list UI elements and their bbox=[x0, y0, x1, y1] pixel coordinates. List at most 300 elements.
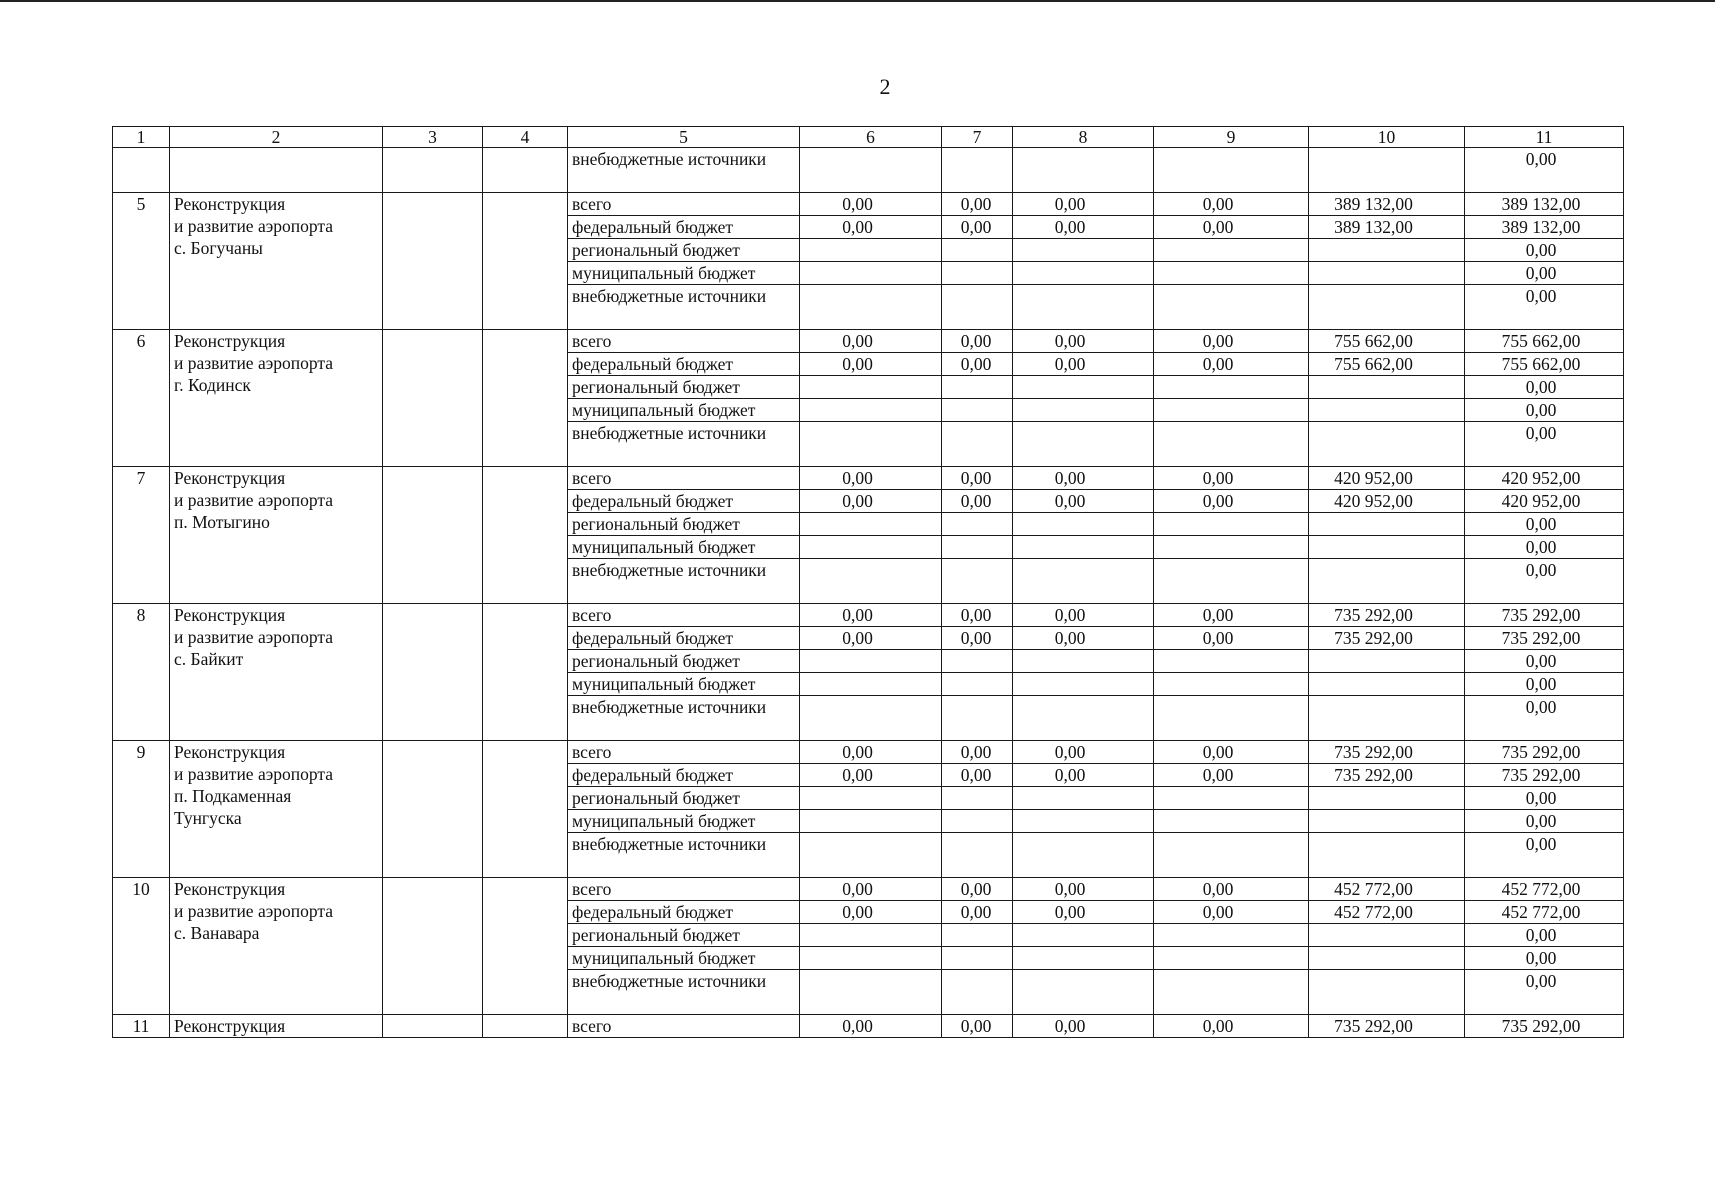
project-name bbox=[170, 467, 383, 604]
value-c9 bbox=[1154, 924, 1309, 947]
funding-source: региональный бюджет bbox=[568, 513, 800, 536]
value-c9: 0,00 bbox=[1154, 330, 1309, 353]
funding-source: всего bbox=[568, 193, 800, 216]
project-name-line: Реконструкция bbox=[174, 194, 286, 214]
value-c9: 0,00 bbox=[1154, 604, 1309, 627]
value-c6: 0,00 bbox=[800, 741, 942, 764]
value-c11: 0,00 bbox=[1465, 947, 1624, 970]
cell-col3 bbox=[383, 330, 483, 467]
value-c10 bbox=[1309, 559, 1465, 604]
value-c10 bbox=[1309, 947, 1465, 970]
value-c11: 0,00 bbox=[1465, 285, 1624, 330]
cell-col3 bbox=[383, 1015, 483, 1038]
funding-source: муниципальный бюджет bbox=[568, 399, 800, 422]
cell-col4 bbox=[483, 330, 568, 467]
value-c7 bbox=[942, 810, 1013, 833]
project-number: 10 bbox=[113, 878, 170, 1015]
value-c6 bbox=[800, 285, 942, 330]
project-name-line: и развитие аэропорта bbox=[174, 901, 333, 921]
value-c6 bbox=[800, 513, 942, 536]
funding-source: внебюджетные источники bbox=[568, 422, 800, 467]
value-c11: 0,00 bbox=[1465, 810, 1624, 833]
project-name-line: п. Подкаменная bbox=[174, 786, 292, 806]
value-c10 bbox=[1309, 262, 1465, 285]
value-c8 bbox=[1013, 513, 1154, 536]
project-name-line: Реконструкция bbox=[174, 1016, 286, 1036]
value-c7: 0,00 bbox=[942, 330, 1013, 353]
value-c7 bbox=[942, 239, 1013, 262]
value-c10 bbox=[1309, 787, 1465, 810]
cell-name bbox=[170, 148, 383, 193]
project-name-line: с. Богучаны bbox=[174, 238, 263, 258]
value-c9 bbox=[1154, 787, 1309, 810]
value-c11: 420 952,00 bbox=[1465, 490, 1624, 513]
value-c10 bbox=[1309, 833, 1465, 878]
value-c7 bbox=[942, 970, 1013, 1015]
value-c7 bbox=[942, 833, 1013, 878]
project-name-line: и развитие аэропорта bbox=[174, 490, 333, 510]
column-header: 6 bbox=[800, 127, 942, 148]
value-c11: 0,00 bbox=[1465, 559, 1624, 604]
value-c8 bbox=[1013, 696, 1154, 741]
funding-source: региональный бюджет bbox=[568, 376, 800, 399]
value-c7 bbox=[942, 696, 1013, 741]
value-c8: 0,00 bbox=[1013, 764, 1154, 787]
funding-source: всего bbox=[568, 467, 800, 490]
value-c8: 0,00 bbox=[1013, 216, 1154, 239]
funding-source: региональный бюджет bbox=[568, 924, 800, 947]
value-c8: 0,00 bbox=[1013, 330, 1154, 353]
value-c11: 0,00 bbox=[1465, 422, 1624, 467]
funding-source: региональный бюджет bbox=[568, 787, 800, 810]
funding-source: региональный бюджет bbox=[568, 650, 800, 673]
value-c7: 0,00 bbox=[942, 467, 1013, 490]
value-c10: 389 132,00 bbox=[1309, 193, 1465, 216]
value-c9 bbox=[1154, 285, 1309, 330]
value-c6 bbox=[800, 650, 942, 673]
value-c7: 0,00 bbox=[942, 216, 1013, 239]
project-number: 9 bbox=[113, 741, 170, 878]
value-c9 bbox=[1154, 810, 1309, 833]
value-c6: 0,00 bbox=[800, 193, 942, 216]
project-name-line: Реконструкция bbox=[174, 879, 286, 899]
value-c10: 755 662,00 bbox=[1309, 353, 1465, 376]
page-number: 2 bbox=[879, 74, 891, 99]
cell-col3 bbox=[383, 878, 483, 1015]
funding-source: всего bbox=[568, 330, 800, 353]
value-c6 bbox=[800, 970, 942, 1015]
value-c9 bbox=[1154, 376, 1309, 399]
budget-table bbox=[112, 126, 1624, 1038]
value-c10 bbox=[1309, 399, 1465, 422]
funding-source: внебюджетные источники bbox=[568, 285, 800, 330]
value-c10: 389 132,00 bbox=[1309, 216, 1465, 239]
column-header: 4 bbox=[483, 127, 568, 148]
value-c6 bbox=[800, 376, 942, 399]
project-name-line: с. Ванавара bbox=[174, 923, 260, 943]
value-c8 bbox=[1013, 422, 1154, 467]
cell-col8 bbox=[1013, 148, 1154, 193]
value-c10 bbox=[1309, 376, 1465, 399]
column-header: 5 bbox=[568, 127, 800, 148]
project-number: 7 bbox=[113, 467, 170, 604]
cell-col10 bbox=[1309, 148, 1465, 193]
value-c8 bbox=[1013, 970, 1154, 1015]
value-c11: 0,00 bbox=[1465, 833, 1624, 878]
value-c7: 0,00 bbox=[942, 604, 1013, 627]
value-c6: 0,00 bbox=[800, 216, 942, 239]
value-c8 bbox=[1013, 376, 1154, 399]
cell-col3 bbox=[383, 467, 483, 604]
value-c6 bbox=[800, 262, 942, 285]
value-c8 bbox=[1013, 947, 1154, 970]
project-name-line: г. Кодинск bbox=[174, 375, 251, 395]
table-body bbox=[113, 127, 1624, 1038]
project-row bbox=[113, 330, 1624, 353]
value-c10: 420 952,00 bbox=[1309, 467, 1465, 490]
funding-source: федеральный бюджет bbox=[568, 764, 800, 787]
value-c8 bbox=[1013, 924, 1154, 947]
value-c6: 0,00 bbox=[800, 878, 942, 901]
value-c9: 0,00 bbox=[1154, 193, 1309, 216]
value-c7 bbox=[942, 559, 1013, 604]
value-c9: 0,00 bbox=[1154, 901, 1309, 924]
project-name-line: п. Мотыгино bbox=[174, 512, 270, 532]
value-c7 bbox=[942, 673, 1013, 696]
value-c9 bbox=[1154, 970, 1309, 1015]
value-c10 bbox=[1309, 970, 1465, 1015]
column-header: 7 bbox=[942, 127, 1013, 148]
value-c8: 0,00 bbox=[1013, 878, 1154, 901]
project-name-line: Реконструкция bbox=[174, 331, 286, 351]
value-c6 bbox=[800, 673, 942, 696]
value-c6: 0,00 bbox=[800, 604, 942, 627]
value-c8 bbox=[1013, 787, 1154, 810]
value-c7: 0,00 bbox=[942, 353, 1013, 376]
value-c8: 0,00 bbox=[1013, 1015, 1154, 1038]
project-name bbox=[170, 1015, 383, 1038]
value-c7: 0,00 bbox=[942, 901, 1013, 924]
funding-source: федеральный бюджет bbox=[568, 490, 800, 513]
value-c10: 452 772,00 bbox=[1309, 878, 1465, 901]
value-c8 bbox=[1013, 673, 1154, 696]
value-c11: 0,00 bbox=[1465, 536, 1624, 559]
funding-source: муниципальный бюджет bbox=[568, 947, 800, 970]
cell-col4 bbox=[483, 467, 568, 604]
value-c11: 755 662,00 bbox=[1465, 353, 1624, 376]
value-c6 bbox=[800, 559, 942, 604]
value-c7 bbox=[942, 787, 1013, 810]
column-header: 1 bbox=[113, 127, 170, 148]
value-c9 bbox=[1154, 696, 1309, 741]
cell-number bbox=[113, 148, 170, 193]
value-c9 bbox=[1154, 239, 1309, 262]
value-c7: 0,00 bbox=[942, 193, 1013, 216]
project-name bbox=[170, 741, 383, 878]
value-c10 bbox=[1309, 696, 1465, 741]
value-c11: 0,00 bbox=[1465, 239, 1624, 262]
value-c10: 735 292,00 bbox=[1309, 604, 1465, 627]
cell-col4 bbox=[483, 741, 568, 878]
value-c8: 0,00 bbox=[1013, 490, 1154, 513]
value-c9 bbox=[1154, 559, 1309, 604]
value-c8: 0,00 bbox=[1013, 193, 1154, 216]
value-c9: 0,00 bbox=[1154, 467, 1309, 490]
project-row bbox=[113, 467, 1624, 490]
value-c8: 0,00 bbox=[1013, 353, 1154, 376]
value-c6 bbox=[800, 947, 942, 970]
value-c11: 755 662,00 bbox=[1465, 330, 1624, 353]
value-c7: 0,00 bbox=[942, 627, 1013, 650]
funding-source: федеральный бюджет bbox=[568, 353, 800, 376]
value-c10 bbox=[1309, 422, 1465, 467]
value-c11: 452 772,00 bbox=[1465, 878, 1624, 901]
project-number: 6 bbox=[113, 330, 170, 467]
value-c10 bbox=[1309, 673, 1465, 696]
value-c7 bbox=[942, 650, 1013, 673]
value-c9: 0,00 bbox=[1154, 627, 1309, 650]
cell-col3 bbox=[383, 604, 483, 741]
project-name-line: Реконструкция bbox=[174, 742, 286, 762]
value-c10: 735 292,00 bbox=[1309, 764, 1465, 787]
value-c11: 0,00 bbox=[1465, 924, 1624, 947]
value-c7: 0,00 bbox=[942, 490, 1013, 513]
funding-source: внебюджетные источники bbox=[568, 696, 800, 741]
funding-source: муниципальный бюджет bbox=[568, 673, 800, 696]
value-c10: 735 292,00 bbox=[1309, 1015, 1465, 1038]
funding-source: федеральный бюджет bbox=[568, 216, 800, 239]
value-c9 bbox=[1154, 536, 1309, 559]
cell-col9 bbox=[1154, 148, 1309, 193]
funding-source: внебюджетные источники bbox=[568, 970, 800, 1015]
value-c8 bbox=[1013, 399, 1154, 422]
value-c10 bbox=[1309, 285, 1465, 330]
value-c10 bbox=[1309, 513, 1465, 536]
value-c6 bbox=[800, 536, 942, 559]
value-c9 bbox=[1154, 262, 1309, 285]
value-c11: 0,00 bbox=[1465, 970, 1624, 1015]
value-c11: 0,00 bbox=[1465, 376, 1624, 399]
project-number: 11 bbox=[113, 1015, 170, 1038]
continuation-row bbox=[113, 148, 1624, 193]
value-c6 bbox=[800, 239, 942, 262]
value-c7 bbox=[942, 422, 1013, 467]
cell-col4 bbox=[483, 1015, 568, 1038]
value-c8: 0,00 bbox=[1013, 741, 1154, 764]
value-c6: 0,00 bbox=[800, 353, 942, 376]
value-c6: 0,00 bbox=[800, 901, 942, 924]
value-c9: 0,00 bbox=[1154, 878, 1309, 901]
project-row bbox=[113, 1015, 1624, 1038]
value-c8 bbox=[1013, 650, 1154, 673]
value-c10: 755 662,00 bbox=[1309, 330, 1465, 353]
value-c9 bbox=[1154, 833, 1309, 878]
value-c7 bbox=[942, 513, 1013, 536]
value-c11: 0,00 bbox=[1465, 513, 1624, 536]
value-c7 bbox=[942, 924, 1013, 947]
value-c10 bbox=[1309, 810, 1465, 833]
value-c11: 0,00 bbox=[1465, 696, 1624, 741]
value-c11: 735 292,00 bbox=[1465, 1015, 1624, 1038]
value-c6: 0,00 bbox=[800, 627, 942, 650]
value-c6 bbox=[800, 787, 942, 810]
cell-col11: 0,00 bbox=[1465, 148, 1624, 193]
value-c9 bbox=[1154, 513, 1309, 536]
value-c6: 0,00 bbox=[800, 467, 942, 490]
value-c6 bbox=[800, 833, 942, 878]
value-c9 bbox=[1154, 947, 1309, 970]
value-c8 bbox=[1013, 810, 1154, 833]
project-number: 8 bbox=[113, 604, 170, 741]
funding-source: всего bbox=[568, 604, 800, 627]
value-c6 bbox=[800, 924, 942, 947]
value-c10 bbox=[1309, 650, 1465, 673]
value-c11: 0,00 bbox=[1465, 787, 1624, 810]
funding-source: внебюджетные источники bbox=[568, 559, 800, 604]
value-c7: 0,00 bbox=[942, 878, 1013, 901]
value-c7: 0,00 bbox=[942, 1015, 1013, 1038]
cell-col4 bbox=[483, 193, 568, 330]
value-c6 bbox=[800, 696, 942, 741]
value-c9: 0,00 bbox=[1154, 1015, 1309, 1038]
column-header: 2 bbox=[170, 127, 383, 148]
project-name-line: и развитие аэропорта bbox=[174, 353, 333, 373]
project-name bbox=[170, 604, 383, 741]
value-c10 bbox=[1309, 536, 1465, 559]
project-name-line: и развитие аэропорта bbox=[174, 627, 333, 647]
value-c8 bbox=[1013, 239, 1154, 262]
value-c8: 0,00 bbox=[1013, 604, 1154, 627]
value-c10: 735 292,00 bbox=[1309, 741, 1465, 764]
value-c11: 0,00 bbox=[1465, 399, 1624, 422]
project-name-line: и развитие аэропорта bbox=[174, 764, 333, 784]
project-name-line: Реконструкция bbox=[174, 605, 286, 625]
cell-col3 bbox=[383, 741, 483, 878]
cell-col4 bbox=[483, 878, 568, 1015]
column-header: 9 bbox=[1154, 127, 1309, 148]
value-c10: 452 772,00 bbox=[1309, 901, 1465, 924]
project-name-line: Реконструкция bbox=[174, 468, 286, 488]
project-name bbox=[170, 330, 383, 467]
value-c9: 0,00 bbox=[1154, 490, 1309, 513]
column-header: 10 bbox=[1309, 127, 1465, 148]
value-c6 bbox=[800, 422, 942, 467]
value-c7 bbox=[942, 262, 1013, 285]
funding-source: региональный бюджет bbox=[568, 239, 800, 262]
funding-source: муниципальный бюджет bbox=[568, 536, 800, 559]
value-c11: 735 292,00 bbox=[1465, 741, 1624, 764]
value-c11: 420 952,00 bbox=[1465, 467, 1624, 490]
value-c10 bbox=[1309, 924, 1465, 947]
value-c11: 735 292,00 bbox=[1465, 764, 1624, 787]
value-c7: 0,00 bbox=[942, 741, 1013, 764]
value-c10: 420 952,00 bbox=[1309, 490, 1465, 513]
page-top-edge bbox=[0, 0, 1715, 2]
value-c9 bbox=[1154, 673, 1309, 696]
column-header: 8 bbox=[1013, 127, 1154, 148]
cell-col4 bbox=[483, 148, 568, 193]
value-c9: 0,00 bbox=[1154, 741, 1309, 764]
project-row bbox=[113, 193, 1624, 216]
column-header: 11 bbox=[1465, 127, 1624, 148]
value-c8: 0,00 bbox=[1013, 627, 1154, 650]
value-c11: 0,00 bbox=[1465, 673, 1624, 696]
project-name-line: Тунгуска bbox=[174, 808, 242, 828]
funding-source: муниципальный бюджет bbox=[568, 262, 800, 285]
value-c9: 0,00 bbox=[1154, 353, 1309, 376]
value-c11: 452 772,00 bbox=[1465, 901, 1624, 924]
value-c10 bbox=[1309, 239, 1465, 262]
value-c6: 0,00 bbox=[800, 490, 942, 513]
value-c6: 0,00 bbox=[800, 1015, 942, 1038]
value-c11: 389 132,00 bbox=[1465, 193, 1624, 216]
value-c8 bbox=[1013, 559, 1154, 604]
project-number: 5 bbox=[113, 193, 170, 330]
value-c7 bbox=[942, 947, 1013, 970]
value-c11: 0,00 bbox=[1465, 262, 1624, 285]
cell-col6 bbox=[800, 148, 942, 193]
value-c11: 735 292,00 bbox=[1465, 627, 1624, 650]
funding-source: всего bbox=[568, 741, 800, 764]
value-c8 bbox=[1013, 285, 1154, 330]
project-name-line: с. Байкит bbox=[174, 649, 244, 669]
value-c7 bbox=[942, 285, 1013, 330]
project-row bbox=[113, 604, 1624, 627]
value-c11: 0,00 bbox=[1465, 650, 1624, 673]
value-c9: 0,00 bbox=[1154, 764, 1309, 787]
column-header: 3 bbox=[383, 127, 483, 148]
value-c8 bbox=[1013, 262, 1154, 285]
value-c11: 389 132,00 bbox=[1465, 216, 1624, 239]
funding-source: внебюджетные источники bbox=[568, 833, 800, 878]
value-c7: 0,00 bbox=[942, 764, 1013, 787]
value-c6 bbox=[800, 810, 942, 833]
value-c10: 735 292,00 bbox=[1309, 627, 1465, 650]
value-c9: 0,00 bbox=[1154, 216, 1309, 239]
cell-col3 bbox=[383, 193, 483, 330]
value-c6 bbox=[800, 399, 942, 422]
value-c9 bbox=[1154, 399, 1309, 422]
value-c7 bbox=[942, 536, 1013, 559]
value-c8: 0,00 bbox=[1013, 467, 1154, 490]
cell-col7 bbox=[942, 148, 1013, 193]
funding-source: федеральный бюджет bbox=[568, 627, 800, 650]
value-c6: 0,00 bbox=[800, 764, 942, 787]
funding-source: всего bbox=[568, 878, 800, 901]
value-c8: 0,00 bbox=[1013, 901, 1154, 924]
project-name bbox=[170, 878, 383, 1015]
funding-source: всего bbox=[568, 1015, 800, 1038]
project-name-line: и развитие аэропорта bbox=[174, 216, 333, 236]
funding-source: муниципальный бюджет bbox=[568, 810, 800, 833]
value-c8 bbox=[1013, 536, 1154, 559]
project-name bbox=[170, 193, 383, 330]
project-row bbox=[113, 878, 1624, 901]
value-c11: 735 292,00 bbox=[1465, 604, 1624, 627]
value-c9 bbox=[1154, 650, 1309, 673]
value-c6: 0,00 bbox=[800, 330, 942, 353]
value-c8 bbox=[1013, 833, 1154, 878]
funding-source: федеральный бюджет bbox=[568, 901, 800, 924]
value-c7 bbox=[942, 376, 1013, 399]
column-number-header-row bbox=[113, 127, 1624, 148]
cell-funding-source: внебюджетные источники bbox=[568, 148, 800, 193]
cell-col3 bbox=[383, 148, 483, 193]
value-c9 bbox=[1154, 422, 1309, 467]
project-row bbox=[113, 741, 1624, 764]
cell-col4 bbox=[483, 604, 568, 741]
value-c7 bbox=[942, 399, 1013, 422]
